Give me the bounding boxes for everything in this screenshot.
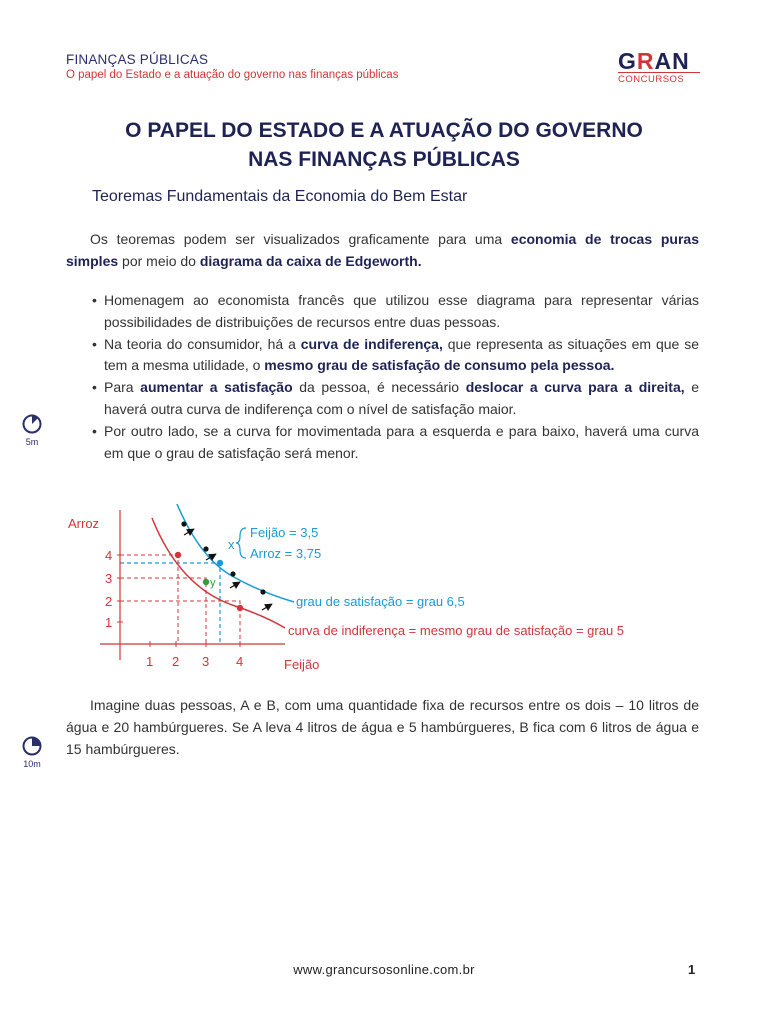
topic-heading: Teoremas Fundamentais da Economia do Bem Estar	[92, 188, 468, 205]
data-point	[175, 552, 181, 558]
annotation-arroz: Arroz = 3,75	[250, 546, 322, 561]
intro-paragraph	[66, 228, 699, 272]
y-tick-label: 3	[105, 571, 113, 586]
guide-line-red	[120, 601, 240, 644]
x-tick-label: 2	[172, 654, 180, 669]
bullet-item	[66, 290, 699, 334]
indifference-curve-chart	[60, 498, 720, 678]
data-point	[237, 605, 243, 611]
timer-label: 5m	[25, 437, 39, 447]
annotation-brace	[236, 528, 246, 558]
page-title	[60, 116, 708, 174]
series-label-red: curva de indiferença = mesmo grau de satisfação = grau 5	[288, 623, 625, 638]
intro-bold-2: diagrama da caixa de Edgeworth.	[199, 253, 422, 269]
bullet-bold: deslocar a curva para a direita,	[465, 379, 685, 396]
x-tick-label: 4	[236, 654, 244, 669]
bullet-bold: aumentar a satisfação	[140, 379, 293, 396]
title-line-1: O PAPEL DO ESTADO E A ATUAÇÃO DO GOVERNO	[125, 119, 643, 142]
x-tick-label: 1	[146, 654, 154, 669]
gran-logo	[618, 50, 702, 85]
bullet-text: Por outro lado, se a curva for movimentada para a esquerda e para baixo, haverá uma curva em que o grau de satisfação será menor.	[104, 422, 699, 461]
timer-marker-10m	[16, 736, 48, 769]
intro-text-2: por meio do	[118, 253, 200, 269]
bullet-text: e haverá outra curva de indiferença com o nível de satisfação maior.	[104, 379, 699, 417]
point-x-annotation	[228, 525, 321, 561]
bullet-marker: •	[92, 422, 97, 439]
x-tick-label: 3	[202, 654, 210, 669]
curve-dot	[230, 571, 235, 576]
shift-arrow	[262, 604, 272, 610]
curve-dot	[181, 521, 186, 526]
timer-marker-5m	[16, 414, 48, 447]
closing-text: Imagine duas pessoas, A e B, com uma quantidade fixa de recursos entre os dois – 10 litros de água e 20 hambúrgueres. Se A leva 4 litros de água e 5 hambúrgueres, B fica com 6 litros de água e 15 hambúrgueres.	[66, 697, 699, 757]
bullet-bold: curva de indiferença,	[300, 335, 443, 352]
bullet-text: Homenagem ao economista francês que utilizou esse diagrama para representar várias possibilidades de distribuições de recursos entre duas pessoas.	[104, 292, 699, 330]
logo-tagline: CONCURSOS	[618, 72, 700, 85]
bullet-bold: mesmo grau de satisfação de consumo pela pessoa.	[264, 357, 615, 374]
curve-dot	[203, 546, 208, 551]
bullet-marker: •	[92, 335, 97, 352]
x-axis-label: Feijão	[284, 657, 320, 672]
section-title: FINANÇAS PÚBLICAS	[66, 52, 209, 67]
intro-text-1: Os teoremas podem ser visualizados graficamente para uma	[90, 231, 511, 247]
logo-letter-g: G	[618, 48, 637, 74]
y-axis-label: Arroz	[68, 516, 100, 531]
clock-icon	[22, 414, 42, 434]
intro-bold-1: economia de trocas puras simples	[66, 231, 699, 269]
bullet-item	[66, 421, 699, 465]
point-x-label: x	[228, 537, 235, 552]
y-tick-label: 1	[105, 615, 113, 630]
data-point	[203, 579, 209, 585]
bullet-item	[66, 334, 699, 378]
curve-dot	[260, 589, 265, 594]
page-header	[66, 52, 398, 81]
guide-line-blue	[120, 563, 220, 644]
bullet-marker: •	[92, 292, 97, 308]
clock-icon	[22, 736, 42, 756]
bullet-text: Para	[104, 379, 141, 396]
guide-line-red	[120, 578, 206, 644]
bullet-text: que representa as situações em que se tem a mesma utilidade, o	[104, 335, 700, 374]
bullet-marker: •	[92, 379, 97, 396]
bullet-list	[66, 290, 699, 464]
timer-label: 10m	[23, 759, 41, 769]
data-point	[217, 560, 223, 566]
bullet-text: Na teoria do consumidor, há a	[104, 335, 301, 352]
point-y-label: y	[210, 577, 216, 589]
annotation-feijao: Feijão = 3,5	[250, 525, 319, 540]
guide-line-red	[120, 555, 178, 644]
y-tick-label: 4	[105, 548, 113, 563]
y-tick-label: 2	[105, 594, 113, 609]
page-number: 1	[688, 962, 696, 977]
logo-letter-r: R	[636, 48, 655, 74]
shift-arrow	[230, 582, 240, 588]
footer-url[interactable]: www.grancursosonline.com.br	[293, 962, 475, 977]
section-subtitle: O papel do Estado e a atuação do governo nas finanças públicas	[66, 69, 399, 81]
bullet-text: da pessoa, é necessário	[292, 379, 466, 396]
series-label-blue: grau de satisfação = grau 6,5	[296, 594, 465, 609]
closing-paragraph	[66, 694, 699, 760]
logo-letters-an: AN	[654, 48, 690, 74]
bullet-item	[66, 377, 699, 421]
title-line-2: NAS FINANÇAS PÚBLICAS	[248, 148, 520, 171]
